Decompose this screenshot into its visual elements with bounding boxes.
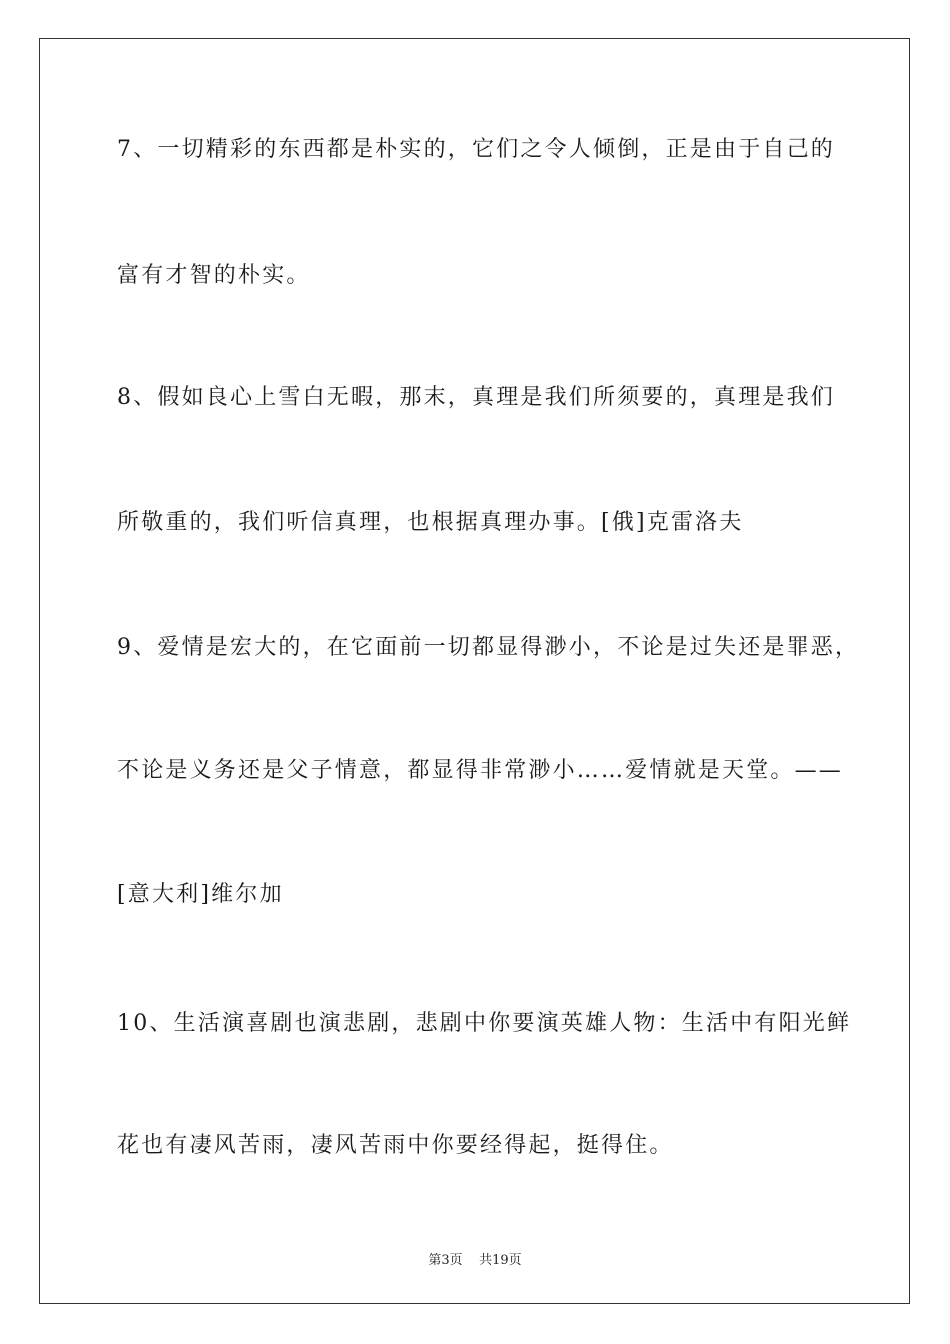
text-line: 富有才智的朴实。	[117, 263, 311, 288]
text-line: 花也有凄风苦雨，凄风苦雨中你要经得起，挺得住。	[117, 1133, 674, 1158]
text-line: 8、假如良心上雪白无暇，那末，真理是我们所须要的，真理是我们	[117, 385, 835, 410]
page-number: 第3页	[428, 1253, 463, 1268]
text-line: [意大利]维尔加	[117, 882, 284, 907]
text-line: 10、生活演喜剧也演悲剧，悲剧中你要演英雄人物：生活中有阳光鲜	[117, 1011, 852, 1036]
text-line: 所敬重的，我们听信真理，也根据真理办事。[俄]克雷洛夫	[117, 510, 744, 535]
text-line: 7、一切精彩的东西都是朴实的，它们之令人倾倒，正是由于自己的	[117, 137, 835, 162]
text-line: 不论是义务还是父子情意，都显得非常渺小……爱情就是天堂。——	[117, 758, 844, 783]
page-border	[39, 38, 910, 1304]
text-line: 9、爱情是宏大的，在它面前一切都显得渺小，不论是过失还是罪恶，	[117, 635, 860, 660]
page-footer	[0, 1249, 950, 1268]
page-total: 共19页	[479, 1253, 522, 1268]
